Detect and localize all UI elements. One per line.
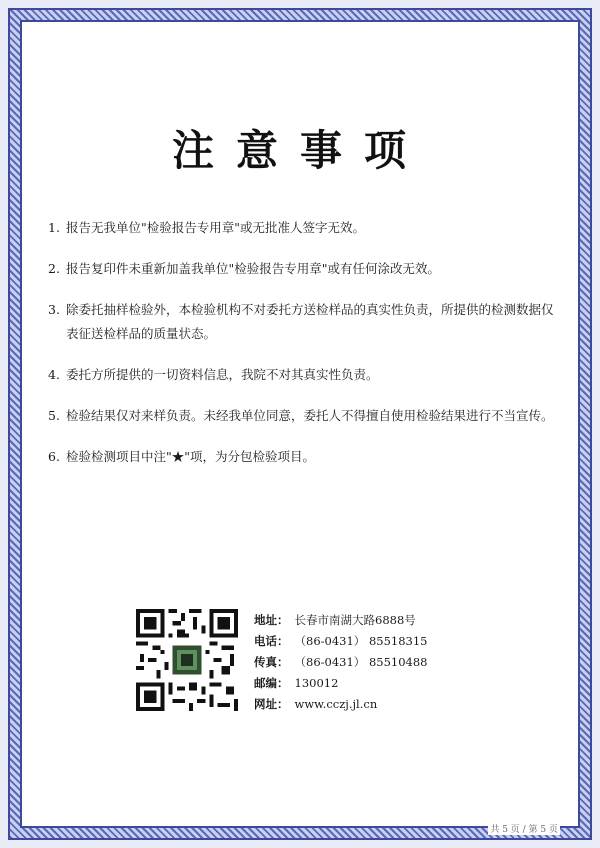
page-title: 注意事项 (171, 126, 428, 175)
note-number: 2. (48, 261, 60, 276)
address-value: 长春市南湖大路6888号 (294, 613, 416, 627)
note-number: 5. (48, 408, 60, 423)
address-row (254, 610, 484, 631)
website-row (254, 694, 484, 715)
note-text: 检验检测项目中注"★"项，为分包检验项目。 (66, 449, 315, 464)
phone-row (254, 631, 484, 652)
page-indicator: 共 5 页 / 第 5 页 (488, 822, 560, 835)
contact-info (254, 610, 484, 715)
website-value: www.cczj.jl.cn (294, 697, 378, 711)
postcode-value: 130012 (294, 676, 339, 690)
note-item-6 (48, 445, 556, 469)
note-text: 报告复印件未重新加盖我单位"检验报告专用章"或有任何涂改无效。 (66, 261, 441, 276)
note-text: 委托方所提供的一切资料信息，我院不对其真实性负责。 (66, 367, 379, 382)
postcode-row (254, 673, 484, 694)
phone-value: （86-0431） 85518315 (294, 634, 428, 648)
fax-value: （86-0431） 85510488 (294, 655, 428, 669)
note-item-3 (48, 298, 556, 346)
note-number: 4. (48, 367, 60, 382)
note-number: 3. (48, 302, 60, 317)
fax-label: 传真： (254, 655, 289, 669)
fax-row (254, 652, 484, 673)
note-item-2 (48, 257, 556, 281)
note-item-1 (48, 216, 556, 240)
note-text: 报告无我单位"检验报告专用章"或无批准人签字无效。 (66, 220, 366, 235)
qr-code (136, 609, 238, 711)
note-item-5 (48, 404, 556, 428)
address-label: 地址： (254, 613, 289, 627)
note-text: 检验结果仅对来样负责。未经我单位同意，委托人不得擅自使用检验结果进行不当宣传。 (66, 408, 554, 423)
note-text: 除委托抽样检验外，本检验机构不对委托方送检样品的真实性负责，所提供的检测数据仅表征送检样品的质量状态。 (66, 302, 554, 341)
postcode-label: 邮编： (254, 676, 289, 690)
note-number: 6. (48, 449, 60, 464)
notes-list (48, 216, 556, 486)
note-item-4 (48, 363, 556, 387)
phone-label: 电话： (254, 634, 289, 648)
note-number: 1. (48, 220, 60, 235)
website-label: 网址： (254, 697, 289, 711)
